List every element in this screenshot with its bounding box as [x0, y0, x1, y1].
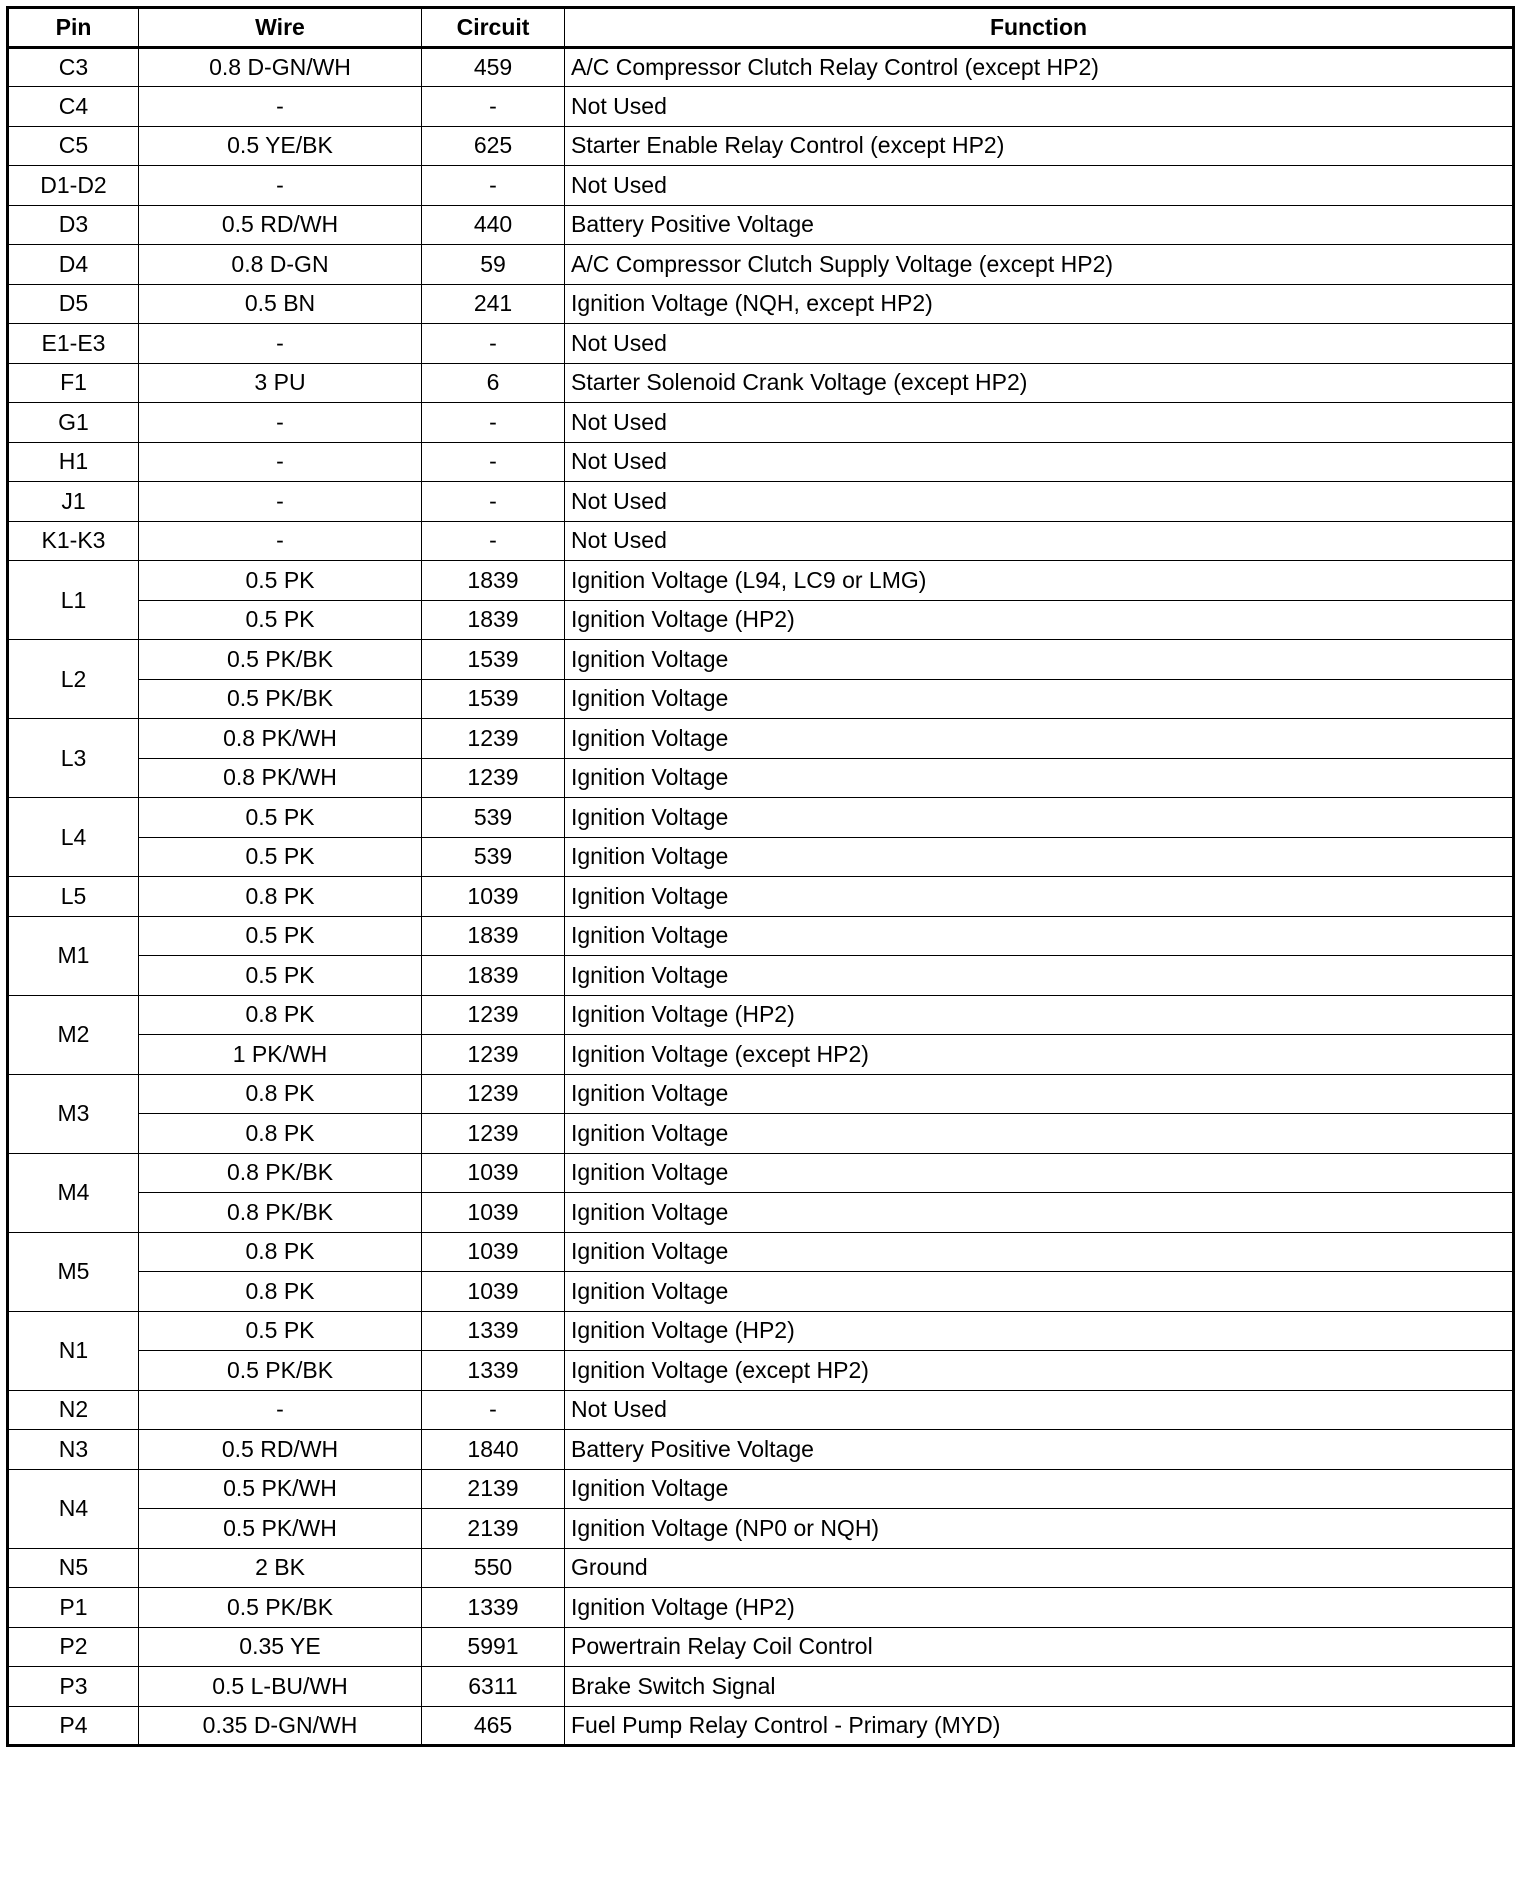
circuit-cell: 1239 — [422, 758, 565, 798]
table-row — [8, 1232, 1514, 1272]
function-cell: Starter Solenoid Crank Voltage (except HP2) — [565, 363, 1514, 403]
pin-cell: L4 — [8, 798, 139, 877]
wire-cell: - — [139, 166, 422, 206]
table-row — [8, 1035, 1514, 1075]
wire-cell: 0.8 PK — [139, 995, 422, 1035]
pin-cell: N3 — [8, 1430, 139, 1470]
table-row — [8, 956, 1514, 996]
table-row — [8, 1430, 1514, 1470]
table-row — [8, 245, 1514, 285]
wire-cell: 0.8 PK — [139, 1114, 422, 1154]
circuit-cell: 1039 — [422, 1272, 565, 1312]
wire-cell: 0.35 YE — [139, 1627, 422, 1667]
wire-cell: 0.8 D-GN/WH — [139, 47, 422, 87]
pin-cell: D4 — [8, 245, 139, 285]
wire-cell: 0.5 PK — [139, 837, 422, 877]
function-cell: Ignition Voltage — [565, 1074, 1514, 1114]
table-body — [8, 47, 1514, 1746]
circuit-cell: 1039 — [422, 1153, 565, 1193]
function-cell: Ignition Voltage (L94, LC9 or LMG) — [565, 561, 1514, 601]
function-cell: Battery Positive Voltage — [565, 1430, 1514, 1470]
table-row — [8, 205, 1514, 245]
circuit-cell: - — [422, 324, 565, 364]
wire-cell: 0.5 L-BU/WH — [139, 1667, 422, 1707]
table-row — [8, 442, 1514, 482]
function-cell: A/C Compressor Clutch Relay Control (except HP2) — [565, 47, 1514, 87]
table-row — [8, 87, 1514, 127]
pin-cell: F1 — [8, 363, 139, 403]
function-cell: Ignition Voltage (HP2) — [565, 1588, 1514, 1628]
table-row — [8, 561, 1514, 601]
function-cell: Ignition Voltage — [565, 1114, 1514, 1154]
circuit-cell: - — [422, 166, 565, 206]
circuit-cell: 1839 — [422, 916, 565, 956]
function-cell: Ignition Voltage — [565, 837, 1514, 877]
header-circuit: Circuit — [422, 8, 565, 48]
pin-cell: M3 — [8, 1074, 139, 1153]
wire-cell: 0.5 PK — [139, 600, 422, 640]
pin-cell: P1 — [8, 1588, 139, 1628]
circuit-cell: 1239 — [422, 1074, 565, 1114]
table-row — [8, 1588, 1514, 1628]
function-cell: Ignition Voltage — [565, 956, 1514, 996]
wire-cell: 0.8 PK — [139, 1232, 422, 1272]
function-cell: Powertrain Relay Coil Control — [565, 1627, 1514, 1667]
circuit-cell: 539 — [422, 798, 565, 838]
wire-cell: 0.8 D-GN — [139, 245, 422, 285]
wire-cell: 0.8 PK/WH — [139, 758, 422, 798]
function-cell: Ignition Voltage (NP0 or NQH) — [565, 1509, 1514, 1549]
circuit-cell: 1039 — [422, 1193, 565, 1233]
table-row — [8, 1627, 1514, 1667]
function-cell: Brake Switch Signal — [565, 1667, 1514, 1707]
circuit-cell: 1539 — [422, 640, 565, 680]
wire-cell: 0.5 PK/BK — [139, 1588, 422, 1628]
table-row — [8, 758, 1514, 798]
function-cell: Not Used — [565, 403, 1514, 443]
wire-cell: 0.8 PK — [139, 1074, 422, 1114]
wire-cell: 0.5 BN — [139, 284, 422, 324]
header-function: Function — [565, 8, 1514, 48]
circuit-cell: 1239 — [422, 995, 565, 1035]
circuit-cell: 1239 — [422, 1114, 565, 1154]
function-cell: Ignition Voltage — [565, 719, 1514, 759]
function-cell: Ignition Voltage — [565, 798, 1514, 838]
wire-cell: 0.5 PK — [139, 1311, 422, 1351]
pin-cell: C5 — [8, 126, 139, 166]
pin-cell: M4 — [8, 1153, 139, 1232]
circuit-cell: 2139 — [422, 1509, 565, 1549]
circuit-cell: 1239 — [422, 719, 565, 759]
function-cell: Ignition Voltage (except HP2) — [565, 1351, 1514, 1391]
table-row — [8, 166, 1514, 206]
function-cell: Not Used — [565, 87, 1514, 127]
circuit-cell: 625 — [422, 126, 565, 166]
table-row — [8, 995, 1514, 1035]
circuit-cell: 1239 — [422, 1035, 565, 1075]
circuit-cell: - — [422, 521, 565, 561]
circuit-cell: 5991 — [422, 1627, 565, 1667]
wire-cell: 0.35 D-GN/WH — [139, 1706, 422, 1746]
wire-cell: 0.5 PK — [139, 956, 422, 996]
wire-cell: 0.5 PK — [139, 561, 422, 601]
wire-cell: - — [139, 87, 422, 127]
table-row — [8, 1074, 1514, 1114]
header-wire: Wire — [139, 8, 422, 48]
wire-cell: 0.5 PK — [139, 798, 422, 838]
pin-cell: D5 — [8, 284, 139, 324]
wire-cell: 0.8 PK — [139, 877, 422, 917]
table-row — [8, 719, 1514, 759]
circuit-cell: 1039 — [422, 1232, 565, 1272]
pin-cell: J1 — [8, 482, 139, 522]
function-cell: Not Used — [565, 482, 1514, 522]
wire-cell: - — [139, 442, 422, 482]
table-row — [8, 126, 1514, 166]
function-cell: Ignition Voltage — [565, 1469, 1514, 1509]
function-cell: Ignition Voltage — [565, 640, 1514, 680]
circuit-cell: 550 — [422, 1548, 565, 1588]
circuit-cell: - — [422, 87, 565, 127]
function-cell: Starter Enable Relay Control (except HP2) — [565, 126, 1514, 166]
table-row — [8, 837, 1514, 877]
wire-cell: 1 PK/WH — [139, 1035, 422, 1075]
pin-cell: G1 — [8, 403, 139, 443]
circuit-cell: 1839 — [422, 956, 565, 996]
function-cell: Ignition Voltage (except HP2) — [565, 1035, 1514, 1075]
wire-cell: - — [139, 482, 422, 522]
table-row — [8, 916, 1514, 956]
function-cell: Ignition Voltage (HP2) — [565, 1311, 1514, 1351]
pin-cell: P4 — [8, 1706, 139, 1746]
function-cell: Ignition Voltage — [565, 1272, 1514, 1312]
function-cell: Ignition Voltage — [565, 1232, 1514, 1272]
wire-cell: 0.5 PK/BK — [139, 1351, 422, 1391]
circuit-cell: - — [422, 482, 565, 522]
pin-cell: P2 — [8, 1627, 139, 1667]
wire-cell: 0.5 PK/BK — [139, 640, 422, 680]
circuit-cell: 2139 — [422, 1469, 565, 1509]
table-row — [8, 1153, 1514, 1193]
pin-cell: M1 — [8, 916, 139, 995]
table-row — [8, 877, 1514, 917]
function-cell: Not Used — [565, 1390, 1514, 1430]
circuit-cell: 539 — [422, 837, 565, 877]
table-row — [8, 640, 1514, 680]
wire-cell: 0.8 PK/BK — [139, 1193, 422, 1233]
table-row — [8, 1272, 1514, 1312]
wire-cell: 0.8 PK/BK — [139, 1153, 422, 1193]
wire-cell: 0.8 PK — [139, 1272, 422, 1312]
pin-cell: C3 — [8, 47, 139, 87]
circuit-cell: 1339 — [422, 1588, 565, 1628]
table-row — [8, 521, 1514, 561]
pin-cell: K1-K3 — [8, 521, 139, 561]
pin-cell: D3 — [8, 205, 139, 245]
function-cell: Ignition Voltage (HP2) — [565, 995, 1514, 1035]
function-cell: Ground — [565, 1548, 1514, 1588]
pin-cell: M2 — [8, 995, 139, 1074]
pin-cell: D1-D2 — [8, 166, 139, 206]
function-cell: Ignition Voltage — [565, 679, 1514, 719]
pin-cell: N2 — [8, 1390, 139, 1430]
function-cell: Ignition Voltage — [565, 877, 1514, 917]
wire-cell: - — [139, 403, 422, 443]
function-cell: Ignition Voltage — [565, 1193, 1514, 1233]
table-row — [8, 600, 1514, 640]
table-row — [8, 1311, 1514, 1351]
function-cell: Battery Positive Voltage — [565, 205, 1514, 245]
function-cell: Ignition Voltage (NQH, except HP2) — [565, 284, 1514, 324]
wire-cell: 0.5 PK/WH — [139, 1509, 422, 1549]
function-cell: Ignition Voltage — [565, 758, 1514, 798]
circuit-cell: 6 — [422, 363, 565, 403]
pin-cell: N5 — [8, 1548, 139, 1588]
wire-cell: 0.8 PK/WH — [139, 719, 422, 759]
connector-pinout-table — [6, 6, 1515, 1747]
circuit-cell: - — [422, 1390, 565, 1430]
table-row — [8, 1667, 1514, 1707]
table-header — [8, 8, 1514, 48]
function-cell: Not Used — [565, 166, 1514, 206]
circuit-cell: 1539 — [422, 679, 565, 719]
table-row — [8, 1706, 1514, 1746]
table-row — [8, 1548, 1514, 1588]
circuit-cell: 1339 — [422, 1311, 565, 1351]
wire-cell: 0.5 RD/WH — [139, 205, 422, 245]
pin-cell: L5 — [8, 877, 139, 917]
wire-cell: 0.5 RD/WH — [139, 1430, 422, 1470]
wire-cell: 2 BK — [139, 1548, 422, 1588]
circuit-cell: 459 — [422, 47, 565, 87]
circuit-cell: - — [422, 403, 565, 443]
function-cell: Ignition Voltage (HP2) — [565, 600, 1514, 640]
table-row — [8, 403, 1514, 443]
table-row — [8, 1509, 1514, 1549]
table-row — [8, 798, 1514, 838]
table-row — [8, 482, 1514, 522]
circuit-cell: 440 — [422, 205, 565, 245]
circuit-cell: 1039 — [422, 877, 565, 917]
table-row — [8, 1390, 1514, 1430]
wire-cell: 0.5 YE/BK — [139, 126, 422, 166]
table-row — [8, 47, 1514, 87]
wire-cell: 0.5 PK/BK — [139, 679, 422, 719]
table-row — [8, 1351, 1514, 1391]
circuit-cell: 1339 — [422, 1351, 565, 1391]
pin-cell: N4 — [8, 1469, 139, 1548]
table-row — [8, 324, 1514, 364]
circuit-cell: 59 — [422, 245, 565, 285]
wire-cell: - — [139, 521, 422, 561]
function-cell: Ignition Voltage — [565, 916, 1514, 956]
circuit-cell: 465 — [422, 1706, 565, 1746]
pin-cell: L2 — [8, 640, 139, 719]
table-row — [8, 284, 1514, 324]
table-row — [8, 1193, 1514, 1233]
circuit-cell: 6311 — [422, 1667, 565, 1707]
pin-cell: N1 — [8, 1311, 139, 1390]
function-cell: Fuel Pump Relay Control - Primary (MYD) — [565, 1706, 1514, 1746]
circuit-cell: 1839 — [422, 600, 565, 640]
header-pin: Pin — [8, 8, 139, 48]
circuit-cell: 1840 — [422, 1430, 565, 1470]
wire-cell: 0.5 PK — [139, 916, 422, 956]
pin-cell: C4 — [8, 87, 139, 127]
pin-cell: E1-E3 — [8, 324, 139, 364]
table-row — [8, 679, 1514, 719]
wire-cell: 0.5 PK/WH — [139, 1469, 422, 1509]
pin-cell: M5 — [8, 1232, 139, 1311]
pin-cell: L1 — [8, 561, 139, 640]
function-cell: Not Used — [565, 521, 1514, 561]
pin-cell: P3 — [8, 1667, 139, 1707]
function-cell: Not Used — [565, 324, 1514, 364]
table-row — [8, 1114, 1514, 1154]
function-cell: Ignition Voltage — [565, 1153, 1514, 1193]
circuit-cell: - — [422, 442, 565, 482]
circuit-cell: 241 — [422, 284, 565, 324]
table-row — [8, 363, 1514, 403]
pin-cell: L3 — [8, 719, 139, 798]
function-cell: A/C Compressor Clutch Supply Voltage (except HP2) — [565, 245, 1514, 285]
pin-cell: H1 — [8, 442, 139, 482]
function-cell: Not Used — [565, 442, 1514, 482]
circuit-cell: 1839 — [422, 561, 565, 601]
header-row — [8, 8, 1514, 48]
wire-cell: 3 PU — [139, 363, 422, 403]
wire-cell: - — [139, 1390, 422, 1430]
wire-cell: - — [139, 324, 422, 364]
table-row — [8, 1469, 1514, 1509]
